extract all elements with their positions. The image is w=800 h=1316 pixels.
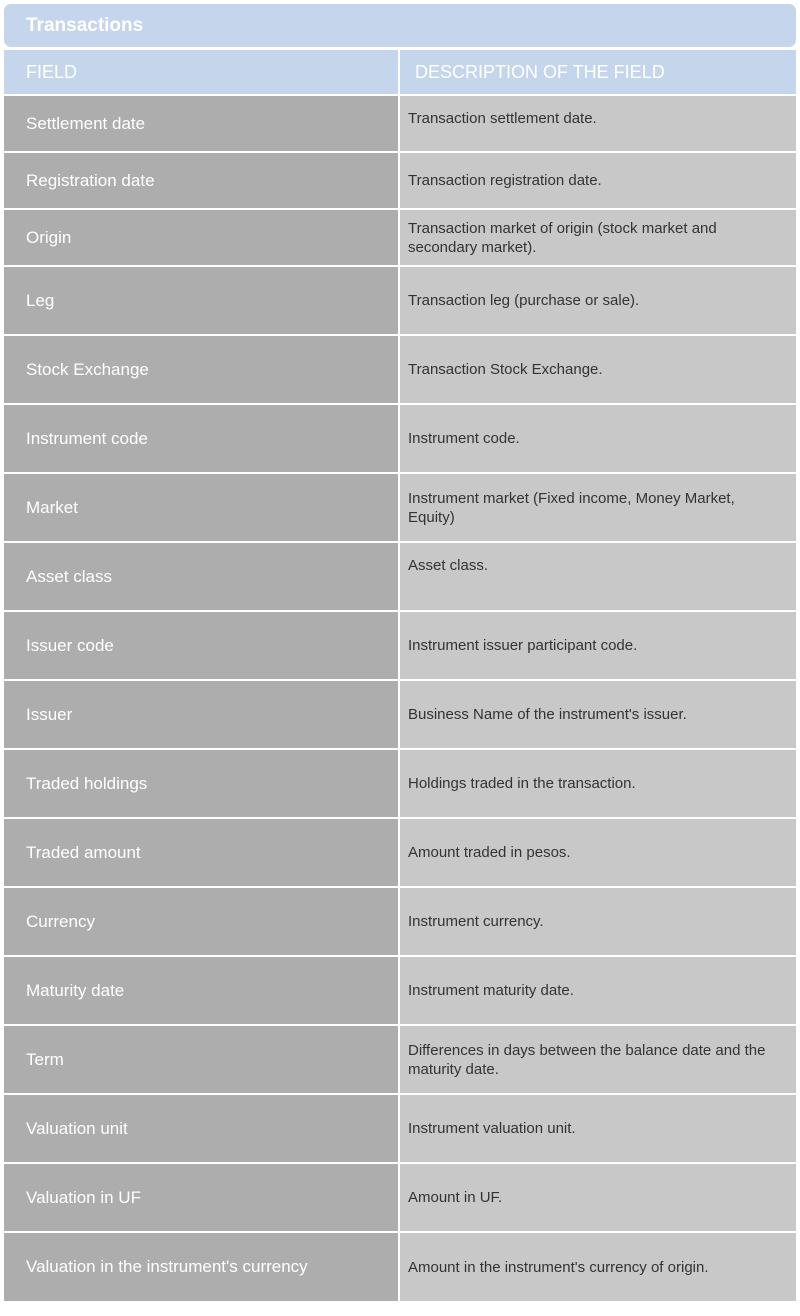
transactions-table — [4, 50, 796, 1301]
row-field: Leg — [4, 267, 398, 334]
row-description: Differences in days between the balance date and the maturity date. — [400, 1026, 796, 1093]
row-field: Valuation unit — [4, 1095, 398, 1162]
row-description: Transaction registration date. — [400, 153, 796, 208]
row-description: Transaction market of origin (stock market and secondary market). — [400, 210, 796, 265]
row-field: Valuation in the instrument's currency — [4, 1233, 398, 1301]
row-description: Transaction Stock Exchange. — [400, 336, 796, 403]
row-field: Currency — [4, 888, 398, 955]
row-field: Maturity date — [4, 957, 398, 1024]
row-field: Issuer — [4, 681, 398, 748]
row-description: Holdings traded in the transaction. — [400, 750, 796, 817]
row-description: Amount in the instrument's currency of origin. — [400, 1233, 796, 1301]
row-description: Instrument maturity date. — [400, 957, 796, 1024]
table-title: Transactions — [4, 4, 796, 47]
column-header-field: FIELD — [4, 50, 398, 94]
row-field: Asset class — [4, 543, 398, 610]
row-field: Registration date — [4, 153, 398, 208]
row-field: Issuer code — [4, 612, 398, 679]
row-description: Instrument code. — [400, 405, 796, 472]
row-description: Asset class. — [400, 543, 796, 610]
row-description: Instrument valuation unit. — [400, 1095, 796, 1162]
row-description: Instrument issuer participant code. — [400, 612, 796, 679]
row-description: Amount in UF. — [400, 1164, 796, 1231]
row-field: Stock Exchange — [4, 336, 398, 403]
row-description: Instrument market (Fixed income, Money Market, Equity) — [400, 474, 796, 541]
column-header-description: DESCRIPTION OF THE FIELD — [400, 50, 796, 94]
row-field: Traded amount — [4, 819, 398, 886]
row-field: Instrument code — [4, 405, 398, 472]
row-field: Settlement date — [4, 96, 398, 151]
row-field: Term — [4, 1026, 398, 1093]
row-description: Instrument currency. — [400, 888, 796, 955]
row-field: Traded holdings — [4, 750, 398, 817]
row-field: Valuation in UF — [4, 1164, 398, 1231]
row-field: Origin — [4, 210, 398, 265]
row-description: Transaction settlement date. — [400, 96, 796, 151]
row-description: Amount traded in pesos. — [400, 819, 796, 886]
row-field: Market — [4, 474, 398, 541]
row-description: Transaction leg (purchase or sale). — [400, 267, 796, 334]
row-description: Business Name of the instrument's issuer. — [400, 681, 796, 748]
